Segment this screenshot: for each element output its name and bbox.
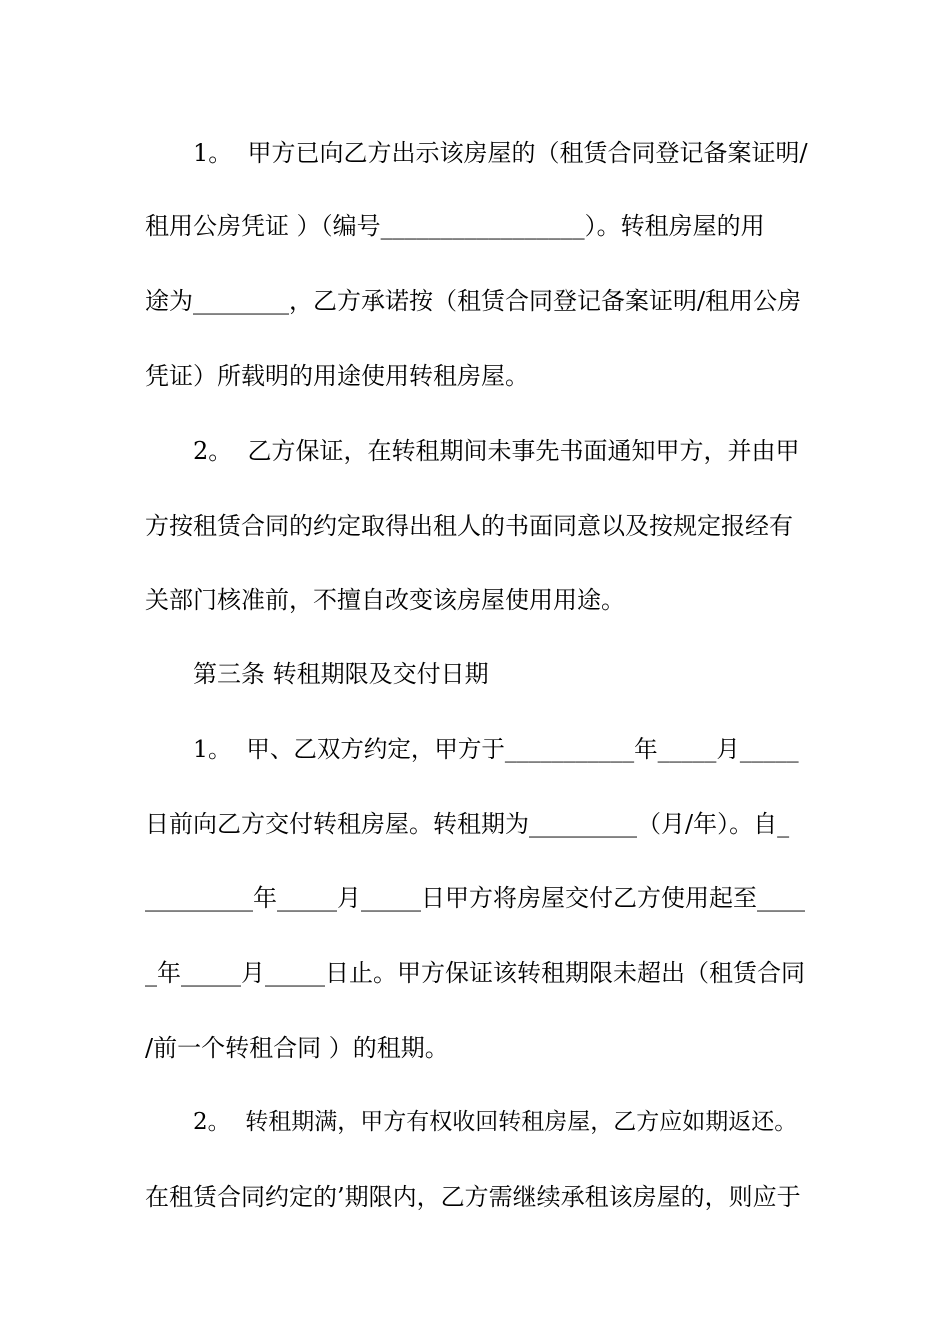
term-clause-1-line-4: _年_____月_____日止。甲方保证该转租期限未超出（租赁合同	[145, 959, 805, 987]
clause-1-line-1: 1。 甲方已向乙方出示该房屋的（租赁合同登记备案证明/	[193, 139, 808, 167]
term-clause-2-line-1: 2。 转租期满，甲方有权收回转租房屋，乙方应如期返还。	[193, 1109, 798, 1135]
clause-2-line-2: 方按租赁合同的约定取得出租人的书面同意以及按规定报经有	[145, 512, 793, 540]
term-clause-1-line-2: 日前向乙方交付转租房屋。转租期为_________（月/年）。自_	[145, 810, 790, 838]
clause-1-line-3: 途为________，乙方承诺按（租赁合同登记备案证明/租用公房	[145, 287, 802, 315]
clause-2-line-1: 2。 乙方保证，在转租期间未事先书面通知甲方，并由甲	[193, 437, 800, 465]
term-clause-1-line-1: 1。 甲、乙双方约定，甲方于___________年_____月_____	[193, 735, 799, 763]
clause-1-line-4: 凭证）所载明的用途使用转租房屋。	[145, 362, 529, 390]
clause-2-line-3: 关部门核准前，不擅自改变该房屋使用用途。	[145, 586, 625, 614]
term-clause-2-line-2: 在租赁合同约定的’期限内，乙方需继续承租该房屋的，则应于	[145, 1183, 801, 1211]
term-clause-1-line-3: _________年_____月_____日甲方将房屋交付乙方使用起至____	[145, 884, 805, 912]
term-clause-1-line-5: /前一个转租合同 ）的租期。	[145, 1034, 449, 1062]
clause-1-line-2: 租用公房凭证 ）（编号_________________）。转租房屋的用	[145, 212, 765, 240]
section-heading: 第三条 转租期限及交付日期	[193, 660, 489, 688]
